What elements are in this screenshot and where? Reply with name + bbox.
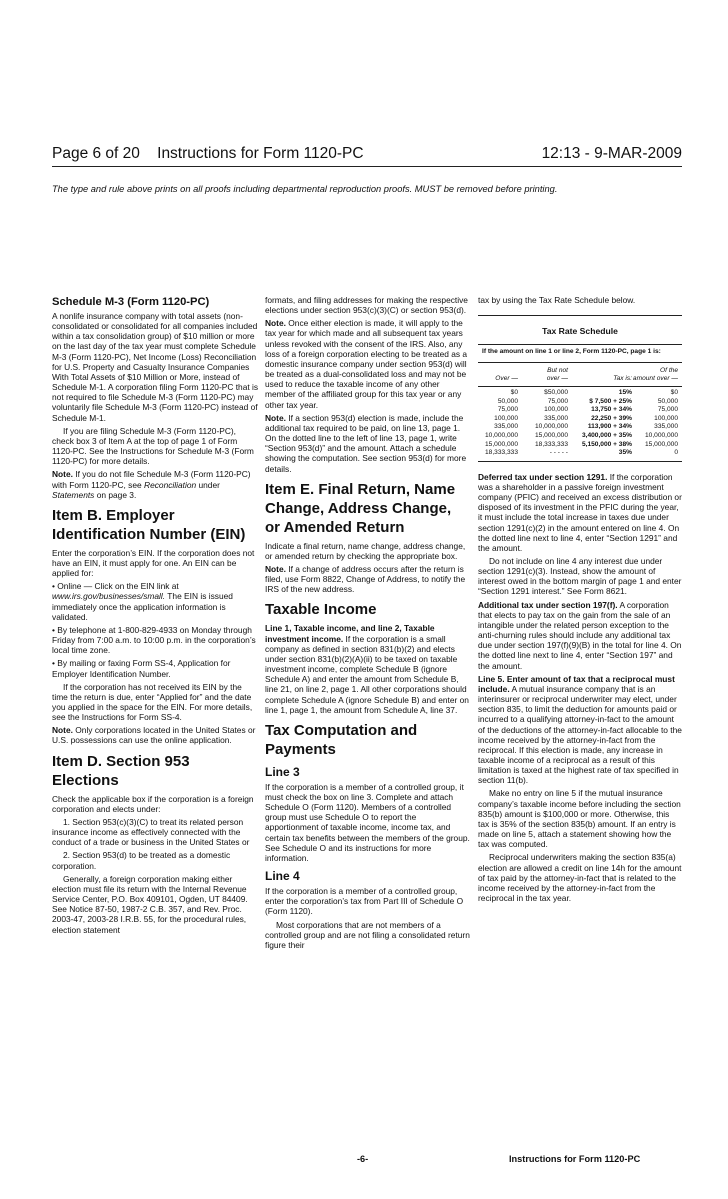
irs-link[interactable]: www.irs.gov/businesses/small. [52, 591, 166, 602]
table-header-cell: Of the [660, 366, 678, 374]
table-cell: 50,000 [497, 397, 518, 405]
paragraph: 2. Section 953(d) to be treated as a domestic corporation. [52, 850, 231, 871]
paragraph: Check the applicable box if the corporation is a foreign corporation and elects under: [52, 793, 254, 814]
table-row [478, 432, 682, 441]
note-label: Note. [52, 725, 73, 736]
schedule-m3-heading: Schedule M-3 (Form 1120-PC) [52, 296, 210, 308]
table-row [478, 389, 682, 398]
paragraph: Make no entry on line 5 if the mutual insurance company’s taxable income before including the section 835(b) amount is $100,000 or more. Otherwise, this tax is 35% of the section 835(b) amount. If an entry is made on line 5, attach a statement showing how the tax was computed. [478, 788, 681, 850]
table-title: Tax Rate Schedule [542, 326, 618, 337]
table-cell: 0 [674, 449, 678, 457]
item-b-heading: Item B. Employer Identification Number (EIN) [52, 506, 246, 543]
tax-rate-schedule-table [478, 315, 682, 462]
paragraph: If the corporation is a member of a controlled group, enter the corporation’s tax from Part III of Schedule O (Form 1120). [265, 886, 464, 917]
paragraph: Most corporations that are not members of a controlled group and are not filing a consolidated return figure their [265, 919, 470, 950]
paragraph: Do not include on line 4 any interest due under section 1291(c)(3). Instead, show the amount of interest owed in the bottom margin of page 1 and enter “Section 1291 interest.” See Form 8621. [478, 556, 682, 597]
table-cell: - - - - - [549, 449, 568, 457]
table-cell: 22,250 + 39% [591, 414, 632, 422]
item-d-heading: Item D. Section 953 Elections [52, 752, 190, 789]
paragraph: A nonlife insurance company with total assets (non-consolidated or consolidated for all companies included within a tax consolidation group) of $10 million or more on the last day of the tax year must complete Schedule M-3 (Form 1120-PC), Net Income (Loss) Reconciliation for U.S. Property and Casualty Insurance Companies With Total Assets of $10 Million or More, instead of Schedule M-1. A corporation filing Form 1120-PC that is not required to file Schedule M-3 (Form 1120-PC) may voluntarily file Schedule M-3 (Form 1120-PC) instead of Schedule M-1. [52, 311, 259, 423]
table-row [478, 423, 682, 432]
proof-note: The type and rule above prints on all proofs including departmental reproduction proofs. MUST be removed before printing. [52, 184, 558, 194]
line-4-heading: Line 4 [265, 869, 300, 884]
table-cell: 335,000 [654, 423, 678, 431]
note-paragraph: Note. Once either election is made, it will apply to the tax year for which made and all subsequent tax years unless revoked with the consent of the IRS. Also, any loss of a foreign corporation electing to be treated as a domestic insurance company under section 953(d) will be treated as a dual-consolidated loss and may not be used to reduce the taxable income of any other member of the affiliated group for this tax year or any other tax year. [265, 318, 468, 410]
table-header-cell: Over — [495, 375, 518, 383]
run-in-heading: Deferred tax under section 1291. [478, 471, 608, 482]
table-cell: 100,000 [494, 414, 518, 422]
paragraph: Generally, a foreign corporation making either election must file its return with the Internal Revenue Service Center, P.O. Box 409101, Ogden, UT 84409. See Notice 87-50, 1987-2 C.B. 357, and Rev. Proc. 2003-47, 2003-28 I.R.B. 55, for the procedural rules, election statement [52, 873, 248, 935]
table-cell: $0 [670, 389, 678, 396]
table-cell: $50,000 [544, 389, 568, 396]
table-cell: 335,000 [544, 414, 568, 422]
table-header-cell: Tax is: [613, 375, 632, 383]
table-cell: 113,900 + 34% [587, 423, 632, 431]
taxable-income-heading: Taxable Income [265, 601, 377, 619]
table-cell: 18,333,333 [484, 449, 518, 457]
table-row [478, 398, 682, 407]
header-rule [52, 166, 682, 167]
run-in-heading: Additional tax under section 197(f). [478, 599, 618, 610]
bullet-telephone: • By telephone at 1-800-829-4933 on Monday through Friday from 7:00 a.m. to 10:00 p.m. in the corporation’s local time zone. [52, 624, 256, 656]
table-header-cell [568, 367, 632, 376]
paragraph: If you are filing Schedule M-3 (Form 1120-PC), check box 3 of Item A at the top of page 1 of Form 1120-PC. See the Instructions for Schedule M-3 (Form 1120-PC) for more details. [52, 425, 254, 467]
table-cell: 100,000 [654, 414, 678, 422]
column-2 [265, 295, 470, 953]
table-cell: 75,000 [657, 406, 678, 414]
paragraph: formats, and filing addresses for making the respective elections under section 953(c)(3)(C) or section 953(d). [265, 295, 468, 316]
paragraph: Enter the corporation’s EIN. If the corporation does not have an EIN, it must apply for one. An EIN can be applied for: [52, 547, 255, 579]
table-cell: 50,000 [657, 397, 678, 405]
table-cell: $0 [510, 389, 518, 396]
note-label: Note. [265, 412, 286, 423]
bullet-mail: • By mailing or faxing Form SS-4, Application for Employer Identification Number. [52, 658, 231, 679]
paragraph: If the corporation is a member of a controlled group, it must check the box on line 3. Complete and attach Schedule O (Form 1120). Members of a controlled group must use Schedule O to report the apportionment of taxable income, income tax, and certain tax benefits between the members of the group. See Schedule O and its instructions for more information. [265, 781, 470, 863]
paragraph: Line 5. Enter amount of tax that a reciprocal must include. A mutual insurance company that is an interinsurer or reciprocal underwriter may elect, under section 835, to limit the deduction for amounts paid or incurred to a qualifying attorney-in-fact to the amount of the deductions of the attorney-in-fact allocable to the income received by the attorney-in-fact from the reciprocal. If this election is made, any increase in taxable income of a reciprocal as a result of this limitation is taxed at the highest rate of tax specified in section 11(b). [478, 673, 682, 786]
note-paragraph: Note. If a change of address occurs after the return is filed, use Form 8822, Change of Address, to notify the IRS of the new address. [265, 563, 466, 595]
run-in-heading: Line 1, Taxable income, and line 2, Taxable investment income. [265, 623, 435, 644]
table-header-row [478, 375, 682, 384]
note-paragraph: Note. Only corporations located in the United States or U.S. possessions can use the online application. [52, 725, 256, 746]
table-cell: 15,000,000 [484, 440, 518, 448]
paragraph: If the corporation has not received its EIN by the time the return is due, enter “Applied for” and the date you applied in the space for the EIN. For more details, see the Instructions for Form SS-4. [52, 681, 253, 723]
item-e-heading: Item E. Final Return, Name Change, Address Change, or Amended Return [265, 480, 456, 536]
note-paragraph: Note. If you do not file Schedule M-3 (Form 1120-PC) with Form 1120-PC, see Reconciliation under Statements on page 3. [52, 469, 251, 500]
table-cell: $ 7,500 + 25% [589, 397, 632, 405]
header-title: Page 6 of 20 Instructions for Form 1120-PC [52, 145, 364, 162]
table-row [478, 406, 682, 415]
table-header-cell [478, 367, 518, 376]
tax-computation-heading: Tax Computation and Payments [265, 721, 418, 758]
table-body [478, 387, 682, 462]
table-cell: 75,000 [547, 397, 568, 405]
note-label: Note. [265, 563, 286, 574]
table-header-cell: over — [546, 375, 568, 383]
bullet-online: • Online — Click on the EIN link at www.irs.gov/businesses/small. The EIN is issued immediately once the application information is validated. [52, 581, 233, 622]
running-header [52, 145, 682, 165]
footer-form-title: Instructions for Form 1120-PC [509, 1154, 641, 1164]
table-cell: 3,400,000 + 35% [581, 431, 632, 439]
table-cell: 15,000,000 [534, 431, 568, 439]
table-cell: 10,000,000 [644, 431, 678, 439]
table-cell: 18,333,333 [534, 440, 568, 448]
table-cell: 5,150,000 + 38% [581, 440, 632, 448]
table-header-cell: amount over — [632, 375, 678, 383]
table-cell: 10,000,000 [484, 431, 518, 439]
note-label: Note. [52, 469, 73, 480]
table-row [478, 449, 682, 458]
table-intro: If the amount on line 1 or line 2, Form 1120-PC, page 1 is: [478, 344, 682, 363]
note-paragraph: Note. If a section 953(d) election is made, include the additional tax required to be paid, on line 13, page 1. On the dotted line to the left of line 13, page 1, write “Section 953(d)” and the amount. Attach a schedule showing the computation. See section 953(d) for more details. [265, 412, 467, 474]
table-cell: 335,000 [494, 423, 518, 431]
table-cell: 35% [618, 449, 632, 457]
paragraph: Line 1, Taxable income, and line 2, Taxable investment income. If the corporation is a small company as defined in section 831(b)(2) and elects under section 831(b)(2)(A)(ii) to be taxed on taxable investment income, complete Schedule B (ignore Schedule A) and enter the amount from Schedule B, line 21, on line 2, page 1. All other corporations should complete Schedule A (ignore Schedule B) and enter on line 1, page 1, the amount from Schedule A, line 37. [265, 623, 469, 715]
note-label: Note. [265, 318, 286, 329]
paragraph: Deferred tax under section 1291. If the corporation was a shareholder in a passive foreign investment company (PFIC) and received an excess distribution or disposed of its investment in the PFIC during the year, it must include the total increase in taxes due under section 1291(c)(2) in the amount entered on line 4. On the dotted line next to line 4, enter “Section 1291” and the amount. [478, 471, 682, 553]
paragraph: 1. Section 953(c)(3)(C) to treat its related person insurance income as effectively connected with the conduct of a trade or business in the United States or [52, 816, 250, 848]
table-cell: 15% [618, 389, 632, 396]
table-row [478, 441, 682, 450]
table-header-row [478, 367, 682, 376]
table-header [478, 367, 682, 387]
table-cell: 13,750 + 34% [591, 406, 632, 414]
table-cell: 10,000,000 [534, 423, 568, 431]
header-timestamp: 12:13 - 9-MAR-2009 [541, 145, 682, 162]
page-number: -6- [357, 1154, 369, 1164]
paragraph: tax by using the Tax Rate Schedule below. [478, 295, 636, 305]
table-cell: 75,000 [497, 406, 518, 414]
table-row [478, 415, 682, 424]
paragraph: Reciprocal underwriters making the section 835(a) election are allowed a credit on line 14h for the amount of tax paid by the attorney-in-fact that is related to the income received by the attorney-in-fact from the reciprocal in the tax year. [478, 852, 682, 903]
column-3 [478, 295, 682, 906]
run-in-heading: Line 5. Enter amount of tax that a reciprocal must include. [478, 673, 675, 694]
table-cell: 15,000,000 [644, 440, 678, 448]
table-header-cell: But not [547, 366, 568, 374]
table-cell: 100,000 [544, 406, 568, 414]
column-1 [52, 295, 259, 938]
line-3-heading: Line 3 [265, 764, 300, 779]
paragraph: Indicate a final return, name change, address change, or amended return by checking the appropriate box. [265, 540, 466, 561]
paragraph: Additional tax under section 197(f). A corporation that elects to pay tax on the gain from the sale of an intangible under the related person exception to the anti-churning rules should include any additional tax due under section 197(f)(9)(B) in the total for line 4. On the dotted line next to line 4, enter “Section 197” and the amount. [478, 599, 682, 671]
